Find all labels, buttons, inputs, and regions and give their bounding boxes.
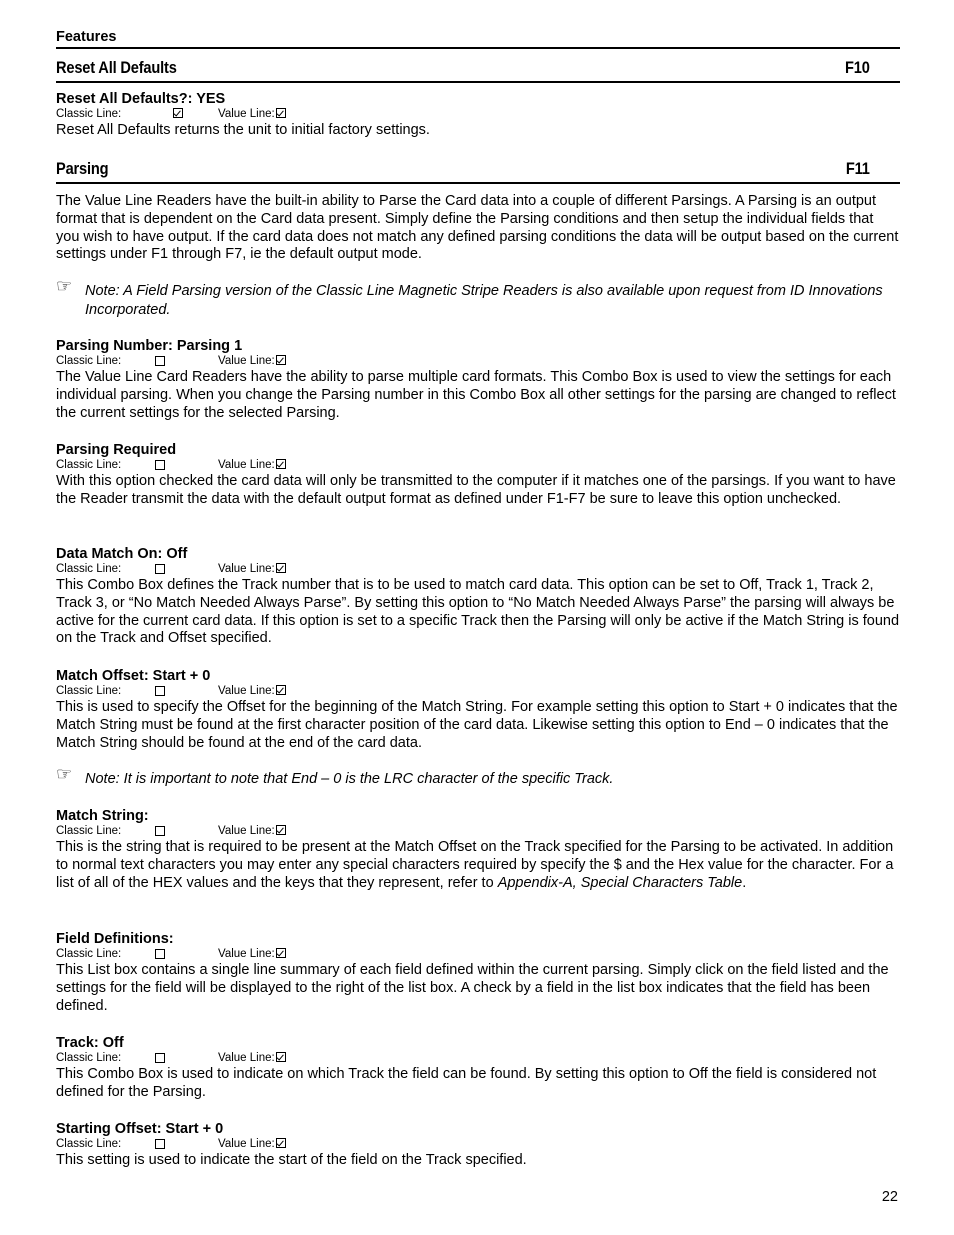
classic-line-unchecked-icon xyxy=(155,356,165,366)
value-line-label: Value Line: xyxy=(218,685,286,698)
section-code: F10 xyxy=(845,58,870,77)
classic-line-unchecked-icon xyxy=(155,1139,165,1149)
section-rule xyxy=(56,81,900,83)
setting-track xyxy=(56,1035,900,1102)
value-line-label: Value Line: xyxy=(218,563,286,576)
value-line-check-icon xyxy=(276,825,286,835)
setting-match-string xyxy=(56,808,900,892)
section-title-text: Reset All Defaults xyxy=(56,58,177,77)
section-title-text: Parsing xyxy=(56,159,109,178)
classic-line-unchecked-icon xyxy=(155,949,165,959)
value-line-label: Value Line: xyxy=(218,459,286,472)
pointing-hand-icon: ☞ xyxy=(56,276,73,296)
setting-starting-offset xyxy=(56,1121,900,1170)
applicability-flags xyxy=(56,459,900,473)
classic-line-label: Classic Line: xyxy=(56,563,122,575)
value-line-check-icon xyxy=(276,685,286,695)
value-line-check-icon xyxy=(276,1138,286,1148)
value-line-label: Value Line: xyxy=(218,825,286,838)
setting-description: This List box contains a single line summary of each field defined within the current parsing. Simply click on the field listed and the settings for the field will be displayed to the right of the list box. A check by a field in the list box indicates that the field has been defined. xyxy=(56,962,889,1014)
value-line-label: Value Line: xyxy=(218,1052,286,1065)
setting-heading: Data Match On: Off xyxy=(56,546,188,562)
classic-line-unchecked-icon xyxy=(155,826,165,836)
setting-field-definitions xyxy=(56,931,900,1015)
setting-parsing-required xyxy=(56,442,900,509)
value-line-label: Value Line: xyxy=(218,1138,286,1151)
applicability-flags xyxy=(56,1052,900,1066)
classic-line-label: Classic Line: xyxy=(56,108,122,120)
value-line-label: Value Line: xyxy=(218,355,286,368)
value-line-label: Value Line: xyxy=(218,108,286,121)
applicability-flags xyxy=(56,825,900,839)
note-end-zero-lrc xyxy=(56,764,900,789)
setting-description: This is the string that is required to be present at the Match Offset on the Track specified for the Parsing to be activated. In addition to normal text characters you may enter any special characters required by specify the $ and the Hex value for the character. For a list of all of the HEX values and the keys that they represent, refer to Appendix-A, Special Characters Table. xyxy=(56,839,894,891)
section-title-reset-all-defaults xyxy=(56,58,870,78)
pointing-hand-icon: ☞ xyxy=(56,764,73,784)
classic-line-label: Classic Line: xyxy=(56,459,122,471)
intro-paragraph: The Value Line Readers have the built-in ability to Parse the Card data into a couple of different Parsings. A Parsing is an output format that is dependent on the Card data present. Simply define the Parsing conditions and then setup the individual fields that you wish to have output. If the card data does not match any defined parsing conditions the data will be output based on the current settings under F1 through F7, ie the default output mode. xyxy=(56,193,899,263)
appendix-reference: Appendix-A, Special Characters Table xyxy=(497,874,743,891)
setting-description: Reset All Defaults returns the unit to initial factory settings. xyxy=(56,122,430,138)
value-line-check-icon xyxy=(276,948,286,958)
classic-line-label: Classic Line: xyxy=(56,1138,122,1150)
setting-heading: Reset All Defaults?: YES xyxy=(56,91,226,107)
classic-line-label: Classic Line: xyxy=(56,948,122,960)
setting-heading: Match String: xyxy=(56,808,149,824)
applicability-flags xyxy=(56,355,900,369)
classic-line-label: Classic Line: xyxy=(56,355,122,367)
running-head: Features xyxy=(56,29,117,45)
setting-heading: Starting Offset: Start + 0 xyxy=(56,1121,224,1137)
value-line-label: Value Line: xyxy=(218,948,286,961)
setting-heading: Parsing Number: Parsing 1 xyxy=(56,338,243,354)
section-rule xyxy=(56,182,900,184)
setting-parsing-number xyxy=(56,338,900,422)
parsing-intro xyxy=(56,193,900,264)
value-line-check-icon xyxy=(276,1052,286,1062)
value-line-check-icon xyxy=(276,563,286,573)
reset-block xyxy=(56,91,900,140)
classic-line-label: Classic Line: xyxy=(56,685,122,697)
classic-line-unchecked-icon xyxy=(155,686,165,696)
classic-line-unchecked-icon xyxy=(155,1053,165,1063)
setting-description: This setting is used to indicate the start of the field on the Track specified. xyxy=(56,1152,527,1168)
applicability-flags xyxy=(56,685,900,699)
setting-heading: Parsing Required xyxy=(56,442,177,458)
note-field-parsing xyxy=(56,276,900,319)
setting-data-match-on xyxy=(56,546,900,648)
setting-description: This Combo Box is used to indicate on which Track the field can be found. By setting this option to Off the field is considered not defined for the Parsing. xyxy=(56,1066,877,1100)
setting-description: This Combo Box defines the Track number that is to be used to match card data. This option can be set to Off, Track 1, Track 2, Track 3, or “No Match Needed Always Parse”. By setting this option to “No Match Needed Always Parse” the parsing will always be active for the current card data. If this option is set to a specific Track then the Parsing will only be active if the Match String is found on the Track and Offset specified. xyxy=(56,577,900,647)
setting-heading: Track: Off xyxy=(56,1035,124,1051)
section-code: F11 xyxy=(846,159,870,178)
classic-line-label: Classic Line: xyxy=(56,825,122,837)
applicability-flags xyxy=(56,108,900,122)
setting-match-offset xyxy=(56,668,900,752)
header-rule xyxy=(56,47,900,49)
classic-line-check-icon xyxy=(172,108,183,121)
setting-description: With this option checked the card data will only be transmitted to the computer if it matches one of the parsings. If you want to have the Reader transmit the data with the default output format as defined under F1-F7 be sure to leave this option unchecked. xyxy=(56,473,896,507)
page-number: 22 xyxy=(881,1189,898,1205)
setting-description: This is used to specify the Offset for the beginning of the Match String. For example setting this option to Start + 0 indicates that the Match String must be found at the first character position of the card data. Likewise setting this option to End – 0 indicates that the Match String should be found at the end of the card data. xyxy=(56,699,898,751)
value-line-check-icon xyxy=(276,108,286,118)
classic-line-label: Classic Line: xyxy=(56,1052,122,1064)
applicability-flags xyxy=(56,563,900,577)
classic-line-unchecked-icon xyxy=(155,564,165,574)
classic-line-unchecked-icon xyxy=(155,460,165,470)
value-line-check-icon xyxy=(276,355,286,365)
applicability-flags xyxy=(56,948,900,962)
setting-heading: Field Definitions: xyxy=(56,931,174,947)
note-text: Note: A Field Parsing version of the Classic Line Magnetic Stripe Readers is also available upon request from ID Innovations Incorporated. xyxy=(85,283,883,318)
setting-description: The Value Line Card Readers have the ability to parse multiple card formats. This Combo Box is used to view the settings for each individual parsing. When you change the Parsing number in this Combo Box all other settings for the parsing are changed to reflect the current settings for the selected Parsing. xyxy=(56,369,896,421)
setting-heading: Match Offset: Start + 0 xyxy=(56,668,211,684)
applicability-flags xyxy=(56,1138,900,1152)
value-line-check-icon xyxy=(276,459,286,469)
section-title-parsing xyxy=(56,159,870,179)
note-text: Note: It is important to note that End – 0 is the LRC character of the specific Track. xyxy=(85,771,614,787)
